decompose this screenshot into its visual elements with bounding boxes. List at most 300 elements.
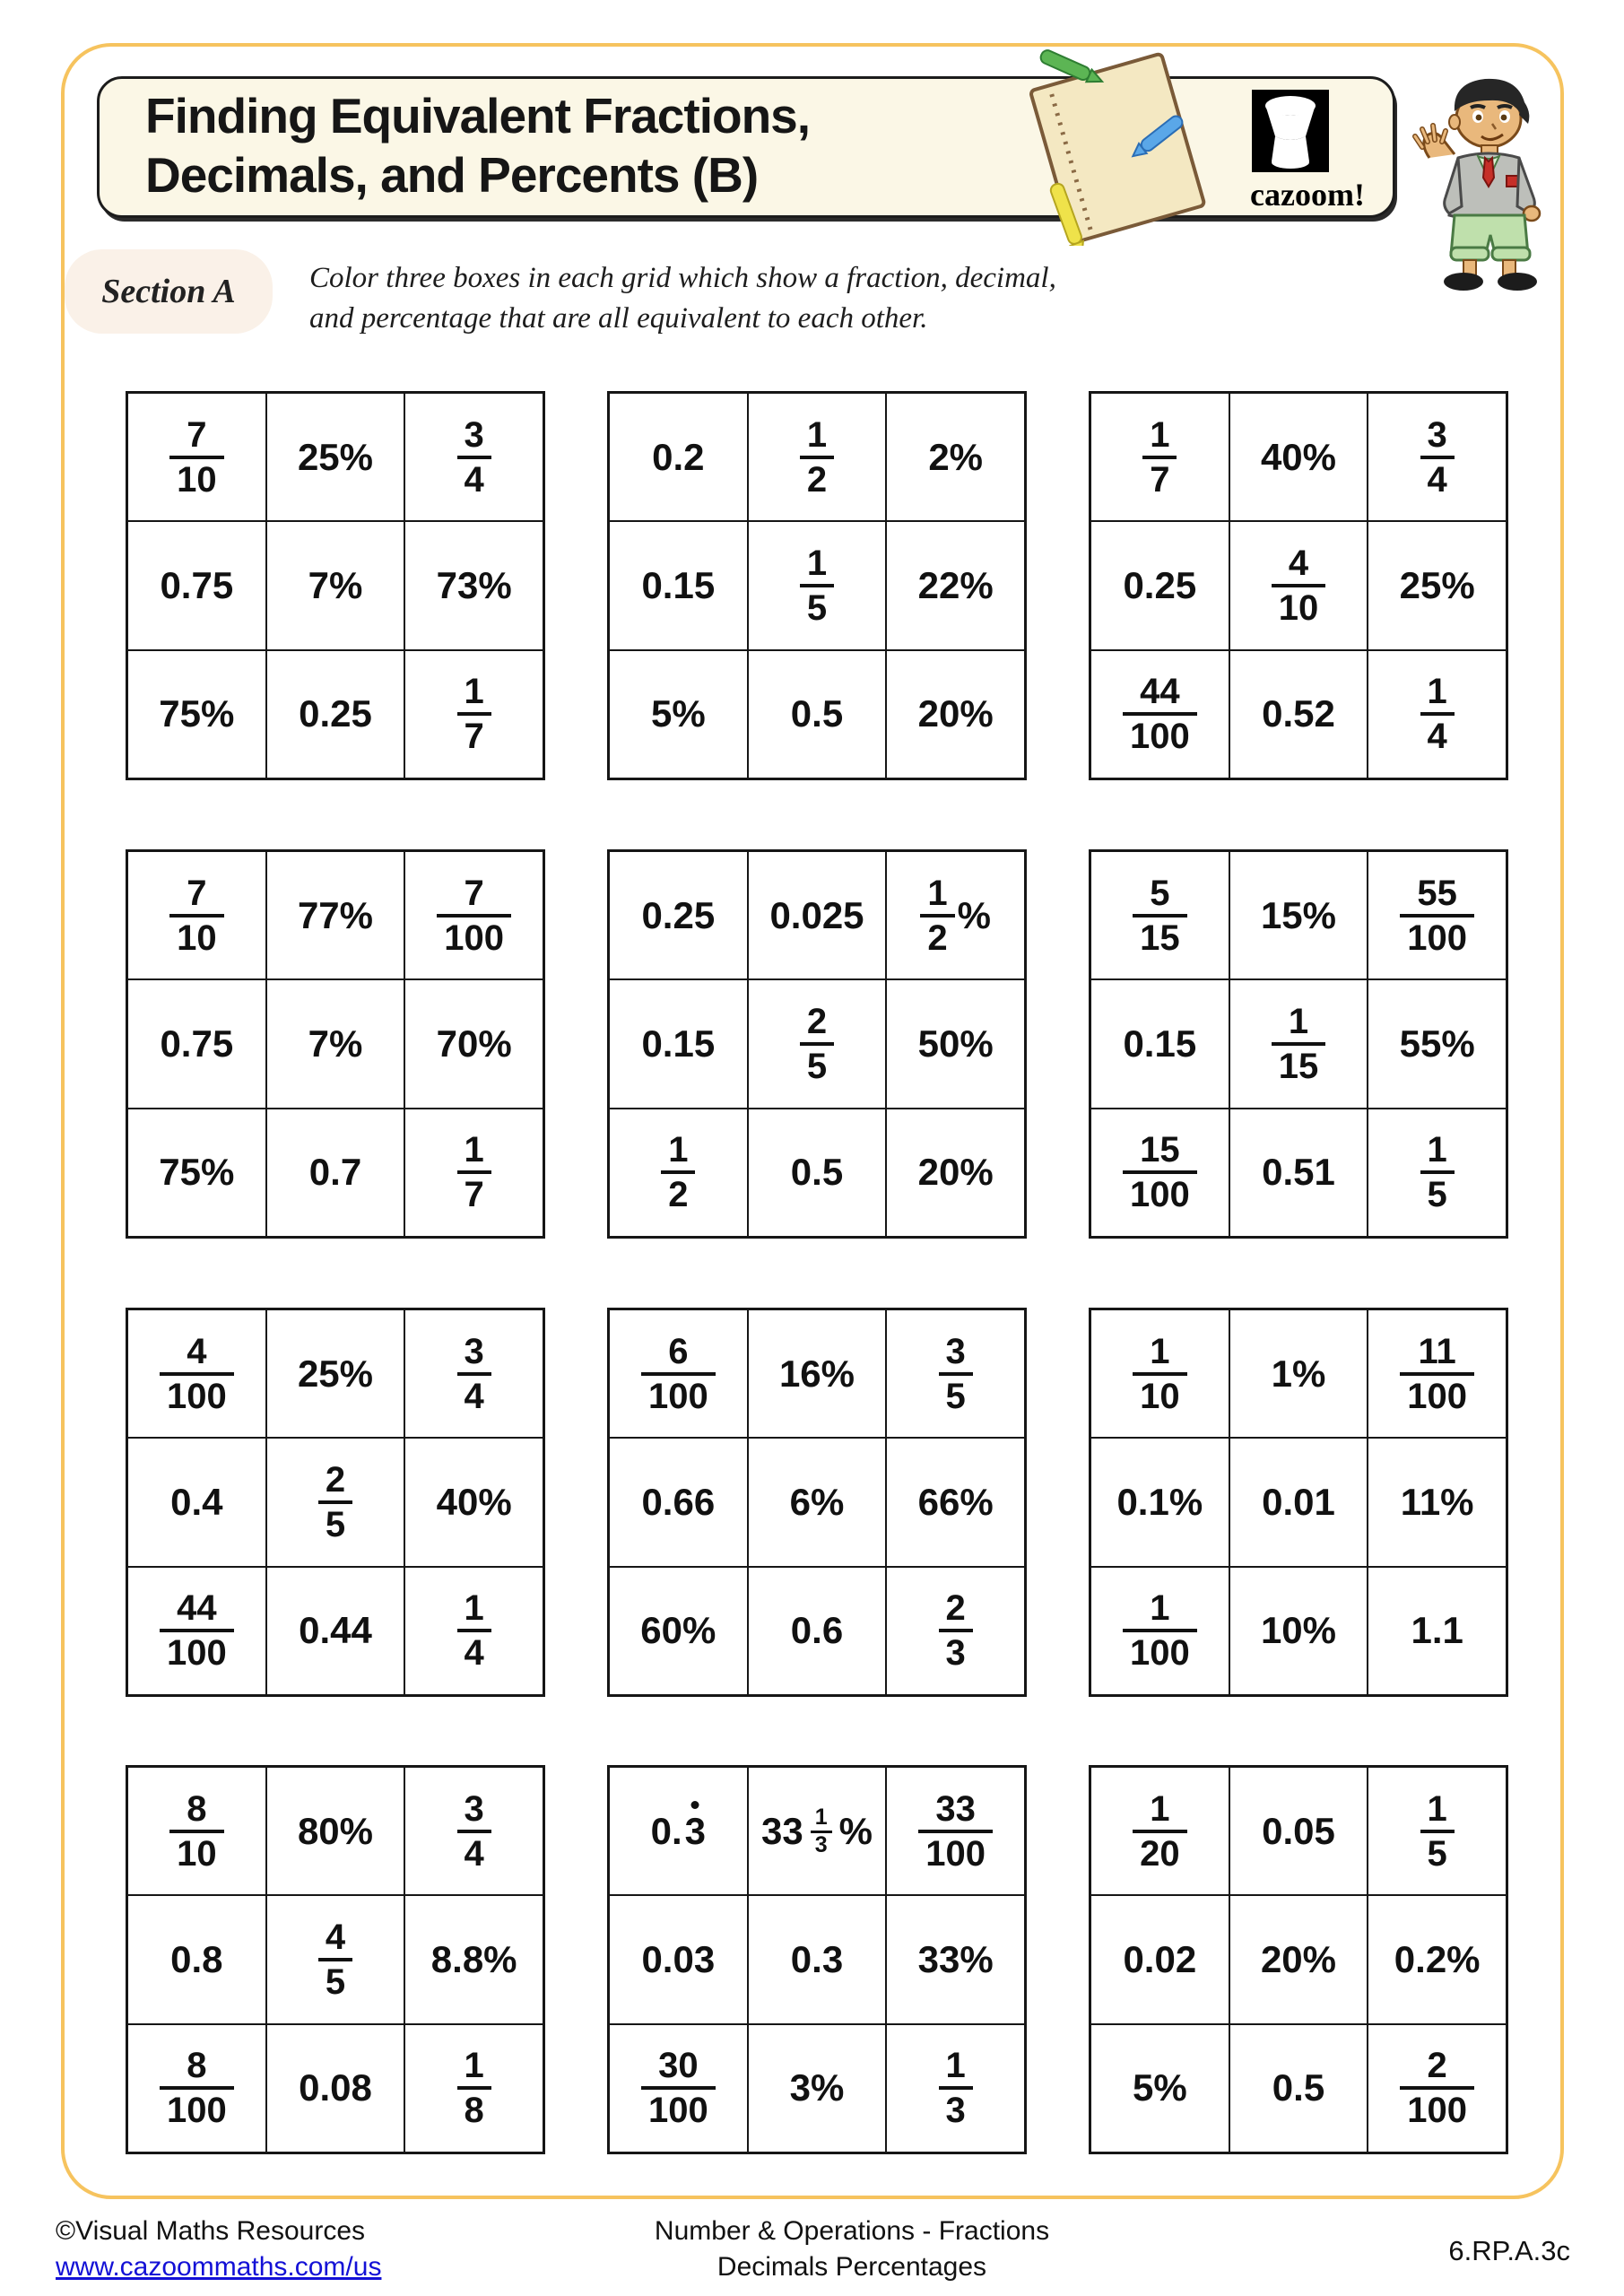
cell-fraction	[160, 1589, 234, 1672]
cell-value: 0.44	[299, 1609, 372, 1652]
fraction-numerator: 1	[806, 543, 828, 583]
grid-cell[interactable]	[1368, 1767, 1507, 1895]
grid-cell[interactable]	[404, 650, 543, 778]
grid-cell[interactable]	[1090, 851, 1229, 979]
cell-value: 70%	[436, 1022, 512, 1065]
instruction-line1: Color three boxes in each grid which show a fraction, decimal,	[309, 262, 1056, 294]
grid-cell[interactable]	[1090, 1567, 1229, 1695]
cell-fraction	[1133, 1790, 1187, 1873]
fraction-denominator: 100	[1123, 1629, 1197, 1672]
cell-fraction	[939, 1589, 973, 1672]
grid-cell[interactable]	[266, 2024, 405, 2152]
fraction-numerator: 55	[1417, 873, 1457, 913]
grid-cell[interactable]	[127, 650, 266, 778]
cell-fraction	[800, 544, 834, 627]
grid-cell[interactable]	[404, 1109, 543, 1237]
instruction-line2: and percentage that are all equivalent to each other.	[309, 302, 928, 335]
fraction-denominator: 4	[457, 456, 491, 499]
fraction-denominator: 100	[1400, 914, 1474, 957]
grid-cell[interactable]	[609, 979, 748, 1108]
cell-fraction	[939, 1333, 973, 1415]
grid-cell[interactable]	[609, 851, 748, 979]
grid-cell[interactable]	[1368, 2024, 1507, 2152]
fraction-denominator: 7	[457, 712, 491, 755]
grid-cell[interactable]	[886, 1567, 1025, 1695]
grid-cell[interactable]	[748, 393, 887, 521]
copyright-text: ©Visual Maths Resources	[56, 2216, 366, 2246]
cell-fraction	[1400, 1333, 1474, 1415]
grid-cell[interactable]	[748, 521, 887, 649]
footer-topic	[565, 2213, 1139, 2285]
grid-11	[607, 1765, 1027, 2154]
cell-value: 6%	[789, 1480, 845, 1523]
cell-value: 3%	[789, 2066, 845, 2109]
fraction-numerator: 30	[658, 2046, 699, 2086]
cell-value: 60%	[640, 1609, 716, 1652]
fraction-numerator: 2	[945, 1588, 966, 1629]
topic-line2: Decimals Percentages	[716, 2252, 987, 2282]
grid-cell[interactable]	[404, 1309, 543, 1438]
fraction-numerator: 8	[187, 2046, 207, 2086]
cell-fraction	[457, 1333, 491, 1415]
cell-fraction	[1123, 673, 1197, 755]
grid-cell[interactable]	[127, 1309, 266, 1438]
cell-value: 50%	[917, 1022, 994, 1065]
grid-cell[interactable]	[1368, 521, 1507, 649]
grid-cell[interactable]	[1229, 1438, 1368, 1566]
grid-cell[interactable]	[266, 851, 405, 979]
cell-fraction	[1272, 1003, 1326, 1085]
cell-fraction	[641, 1333, 716, 1415]
cell-fraction	[918, 1790, 993, 1873]
fraction-numerator: 1	[668, 1130, 689, 1170]
fraction-numerator: 1	[945, 2046, 966, 2086]
cell-fraction	[1123, 1589, 1197, 1672]
grid-cell[interactable]	[1229, 851, 1368, 979]
fraction-denominator: 3	[939, 2086, 973, 2129]
cell-value: 0.15	[641, 1022, 716, 1065]
cell-value: 8.8%	[430, 1937, 517, 1980]
section-label-pill	[65, 249, 273, 334]
fraction-denominator: 10	[1133, 1372, 1187, 1415]
grid-cell[interactable]	[127, 393, 266, 521]
cell-value: 0.4	[170, 1480, 223, 1523]
cell-fraction	[318, 1918, 352, 2001]
grid-cell[interactable]	[748, 851, 887, 979]
grid-cell[interactable]	[886, 393, 1025, 521]
grid-cell[interactable]	[266, 1309, 405, 1438]
grid-cell[interactable]	[609, 1767, 748, 1895]
cell-value: 0.2	[652, 435, 705, 478]
grid-cell[interactable]	[748, 650, 887, 778]
fraction-numerator: 3	[464, 1788, 484, 1829]
grid-cell[interactable]	[127, 1767, 266, 1895]
cell-value: 25%	[297, 1352, 374, 1395]
fraction-denominator: 5	[800, 1042, 834, 1085]
grid-cell[interactable]	[1090, 1767, 1229, 1895]
cell-fraction	[457, 416, 491, 499]
fraction-numerator: 1	[464, 2046, 484, 2086]
grid-cell[interactable]	[266, 1895, 405, 2023]
grid-cell[interactable]	[127, 979, 266, 1108]
grid-cell[interactable]	[748, 1109, 887, 1237]
cell-value: 0.08	[299, 2066, 372, 2109]
grid-cell[interactable]	[1229, 979, 1368, 1108]
grid-cell[interactable]	[127, 851, 266, 979]
fraction-numerator: 3	[464, 1331, 484, 1371]
grid-cell[interactable]	[609, 1438, 748, 1566]
grid-cell[interactable]	[886, 1109, 1025, 1237]
cell-value: 15%	[1260, 893, 1337, 936]
grid-cell[interactable]	[1368, 851, 1507, 979]
cell-value: 0.5	[790, 1151, 844, 1194]
grid-cell[interactable]	[1229, 1767, 1368, 1895]
fraction-denominator: 3	[939, 1629, 973, 1672]
cell-value: 40%	[1260, 435, 1337, 478]
grid-cell[interactable]	[748, 1438, 887, 1566]
cell-fraction	[437, 874, 511, 957]
fraction-denominator: 5	[1420, 1170, 1455, 1213]
cell-value: 0.05	[1262, 1809, 1335, 1852]
grid-cell[interactable]	[1090, 2024, 1229, 2152]
grid-cell[interactable]	[1229, 1567, 1368, 1695]
grid-cell[interactable]	[609, 1109, 748, 1237]
fraction-numerator: 1	[1427, 672, 1447, 712]
cell-value: 75%	[159, 1151, 235, 1194]
grid-cell[interactable]	[748, 1767, 887, 1895]
fraction-numerator: 7	[464, 873, 484, 913]
grid-cell[interactable]	[748, 2024, 887, 2152]
fraction-denominator: 7	[457, 1170, 491, 1213]
standard-code: 6.RP.A.3c	[1448, 2235, 1570, 2266]
cell-fraction	[939, 2047, 973, 2129]
cell-value: 0.15	[641, 563, 716, 606]
grid-cell[interactable]	[1368, 1309, 1507, 1438]
grid-cell[interactable]	[1368, 1567, 1507, 1695]
grid-cell[interactable]	[609, 650, 748, 778]
grid-cell[interactable]	[1368, 1895, 1507, 2023]
cell-fraction	[661, 1131, 695, 1213]
grid-9	[1089, 1308, 1508, 1697]
fraction-denominator: 10	[1272, 584, 1326, 627]
fraction-numerator: 1	[1288, 1001, 1309, 1041]
cell-value: 0.3	[790, 1937, 844, 1980]
grid-cell[interactable]	[1090, 1309, 1229, 1438]
grid-cell[interactable]	[404, 979, 543, 1108]
grid-cell[interactable]	[886, 650, 1025, 778]
grid-cell[interactable]	[748, 1567, 887, 1695]
fraction-numerator: 2	[806, 1001, 828, 1041]
fraction-denominator: 5	[800, 584, 834, 627]
grid-5	[607, 849, 1027, 1239]
cell-fraction	[457, 2047, 491, 2129]
page-title-line1: Finding Equivalent Fractions,	[145, 88, 811, 144]
grid-cell[interactable]	[266, 1567, 405, 1695]
grid-cell[interactable]	[127, 1567, 266, 1695]
cell-value: 25%	[1399, 563, 1475, 606]
cell-value: 0.02	[1123, 1937, 1197, 1980]
cell-value: 0.01	[1262, 1480, 1335, 1523]
cell-value: 0.51	[1262, 1151, 1335, 1194]
fraction-numerator: 1	[1150, 1588, 1170, 1629]
fraction-denominator: 4	[1420, 456, 1455, 499]
cazoom-logo-text: cazoom!	[1250, 177, 1365, 213]
fraction-denominator: 100	[641, 1372, 716, 1415]
fraction-numerator: 4	[325, 1917, 346, 1957]
grid-3	[1089, 391, 1508, 780]
fraction-numerator: 5	[1150, 873, 1170, 913]
fraction-denominator: 100	[1400, 1372, 1474, 1415]
fraction-numerator: 4	[1288, 543, 1309, 583]
grid-cell[interactable]	[1090, 650, 1229, 778]
fraction-denominator: 8	[457, 2086, 491, 2129]
grid-cell[interactable]	[886, 2024, 1025, 2152]
grid-cell[interactable]	[404, 521, 543, 649]
cell-fraction	[1133, 874, 1187, 957]
footer-credits	[56, 2213, 381, 2285]
fraction-denominator: 100	[160, 1372, 234, 1415]
grid-cell[interactable]	[1090, 521, 1229, 649]
grid-cell[interactable]	[886, 1438, 1025, 1566]
grid-cell[interactable]	[404, 2024, 543, 2152]
grid-cell[interactable]	[266, 393, 405, 521]
fraction-numerator: 1	[927, 873, 948, 913]
cell-fraction	[1400, 874, 1474, 957]
fraction-denominator: 10	[169, 456, 224, 499]
fraction-denominator: 4	[457, 1629, 491, 1672]
fraction-numerator: 1	[806, 414, 828, 455]
grid-4	[126, 849, 545, 1239]
grid-cell[interactable]	[609, 1895, 748, 2023]
grid-8	[607, 1308, 1027, 1697]
cell-value: 0.66	[641, 1480, 716, 1523]
grid-cell[interactable]	[886, 1895, 1025, 2023]
notebook-crayons-icon	[1012, 47, 1230, 246]
cell-value: 20%	[917, 1151, 994, 1194]
grid-cell[interactable]	[886, 521, 1025, 649]
section-instruction	[309, 258, 1056, 339]
cell-fraction	[1420, 1790, 1455, 1873]
grid-cell[interactable]	[404, 1895, 543, 2023]
fraction-denominator: 100	[160, 2086, 234, 2129]
cell-fraction	[1400, 2047, 1474, 2129]
fraction-denominator: 100	[641, 2086, 716, 2129]
cell-fraction	[1142, 416, 1177, 499]
cell-fraction	[169, 416, 224, 499]
fraction-denominator: 100	[437, 914, 511, 957]
cell-value: 20%	[917, 692, 994, 735]
fraction-numerator: 33	[935, 1788, 976, 1829]
cell-value: 0.8	[170, 1937, 223, 1980]
cell-fraction	[810, 1806, 833, 1857]
cell-value: 0.25	[641, 893, 716, 936]
fraction-numerator: 1	[814, 1804, 828, 1830]
grid-cell[interactable]	[1090, 1109, 1229, 1237]
cell-value: 25%	[297, 435, 374, 478]
grid-cell[interactable]	[404, 1438, 543, 1566]
grid-cell[interactable]	[1229, 2024, 1368, 2152]
fraction-denominator: 20	[1133, 1830, 1187, 1873]
grid-cell[interactable]	[266, 1767, 405, 1895]
cell-value: 5%	[650, 692, 706, 735]
grid-cell[interactable]	[1229, 1109, 1368, 1237]
grid-cell[interactable]	[609, 521, 748, 649]
cell-value: 33	[761, 1809, 803, 1852]
fraction-numerator: 1	[464, 1130, 484, 1170]
fraction-numerator: 1	[1150, 1331, 1170, 1371]
cell-value: 0.15	[1123, 1022, 1197, 1065]
grid-cell[interactable]	[1368, 1109, 1507, 1237]
fraction-numerator: 2	[325, 1459, 346, 1500]
grid-cell[interactable]	[266, 979, 405, 1108]
cell-value: 0.7	[308, 1151, 362, 1194]
cell-fraction	[169, 1790, 224, 1873]
grid-cell[interactable]	[1090, 1438, 1229, 1566]
cell-value: 1%	[1271, 1352, 1326, 1395]
fraction-denominator: 100	[160, 1629, 234, 1672]
grid-cell[interactable]	[404, 1567, 543, 1695]
grid-cell[interactable]	[404, 851, 543, 979]
grid-cell[interactable]	[1229, 650, 1368, 778]
cazoom-link[interactable]: www.cazoommaths.com/us	[56, 2252, 382, 2282]
grid-cell[interactable]	[609, 393, 748, 521]
cell-value: 1.1	[1411, 1609, 1463, 1652]
cell-value: 11%	[1400, 1480, 1474, 1523]
cell-value: 0.5	[790, 692, 844, 735]
cell-value: 20%	[1260, 1937, 1337, 1980]
grid-cell[interactable]	[1368, 979, 1507, 1108]
fraction-denominator: 2	[661, 1170, 695, 1213]
grid-cell[interactable]	[266, 1438, 405, 1566]
cell-value: 7%	[308, 1022, 363, 1065]
grid-cell[interactable]	[127, 1895, 266, 2023]
cell-value: 75%	[159, 692, 235, 735]
fraction-denominator: 10	[169, 1830, 224, 1873]
fraction-denominator: 4	[457, 1372, 491, 1415]
cell-fraction	[457, 673, 491, 755]
grid-cell[interactable]	[127, 1438, 266, 1566]
fraction-numerator: 1	[1427, 1130, 1447, 1170]
fraction-numerator: 1	[1150, 1788, 1170, 1829]
grid-cell[interactable]	[1229, 1309, 1368, 1438]
fraction-numerator: 8	[187, 1788, 207, 1829]
grid-cell[interactable]	[127, 1109, 266, 1237]
grid-cell[interactable]	[886, 1309, 1025, 1438]
grid-10	[126, 1765, 545, 2154]
grid-cell[interactable]	[266, 521, 405, 649]
fraction-denominator: 10	[169, 914, 224, 957]
cell-value: 0.5	[1272, 2066, 1325, 2109]
grid-cell[interactable]	[609, 1309, 748, 1438]
cell-value: 80%	[297, 1809, 374, 1852]
cell-fraction	[457, 1790, 491, 1873]
fraction-numerator: 1	[1150, 414, 1170, 455]
grid-cell[interactable]	[266, 1109, 405, 1237]
topic-line1: Number & Operations - Fractions	[654, 2216, 1050, 2246]
cell-value: 22%	[917, 563, 994, 606]
fraction-numerator: 7	[187, 873, 207, 913]
grid-cell[interactable]	[1229, 521, 1368, 649]
fraction-denominator: 3	[811, 1831, 832, 1857]
student-mascot-illustration	[1395, 72, 1568, 294]
cell-value: 0.03	[641, 1937, 716, 1980]
grid-cell[interactable]	[1090, 393, 1229, 521]
grid-cell[interactable]	[1090, 1895, 1229, 2023]
fraction-numerator: 44	[1140, 672, 1180, 712]
fraction-numerator: 3	[1427, 414, 1447, 455]
cell-value: 40%	[436, 1480, 512, 1523]
fraction-numerator: 2	[1427, 2046, 1447, 2086]
cell-value: 0.25	[1123, 563, 1197, 606]
grid-cell[interactable]	[886, 851, 1025, 979]
grid-cell[interactable]	[1229, 1895, 1368, 2023]
grid-cell[interactable]	[748, 1309, 887, 1438]
cell-fraction	[1133, 1333, 1187, 1415]
cell-value: 33%	[917, 1937, 994, 1980]
cell-value: 0.1%	[1116, 1480, 1203, 1523]
grid-cell[interactable]	[748, 979, 887, 1108]
cell-value: 0.	[650, 1809, 682, 1852]
fraction-denominator: 5	[318, 1958, 352, 2001]
cell-fraction	[457, 1589, 491, 1672]
fraction-denominator: 15	[1272, 1042, 1326, 1085]
cell-fraction	[160, 2047, 234, 2129]
grid-cell[interactable]	[266, 650, 405, 778]
cell-value: 2%	[928, 435, 984, 478]
fraction-denominator: 2	[800, 456, 834, 499]
cell-value: 66%	[917, 1480, 994, 1523]
fraction-denominator: 15	[1133, 914, 1187, 957]
cell-suffix: %	[957, 893, 991, 936]
grid-cell[interactable]	[127, 521, 266, 649]
grid-cell[interactable]	[1368, 1438, 1507, 1566]
grid-cell[interactable]	[1229, 393, 1368, 521]
grid-cell[interactable]	[404, 393, 543, 521]
cell-value: 7%	[308, 563, 363, 606]
grid-cell[interactable]	[404, 1767, 543, 1895]
cell-fraction	[457, 1131, 491, 1213]
grid-cell[interactable]	[748, 1895, 887, 2023]
fraction-denominator: 100	[1123, 712, 1197, 755]
grid-cell[interactable]	[609, 1567, 748, 1695]
cell-value: 77%	[297, 893, 374, 936]
cell-value: 0.75	[160, 563, 234, 606]
fraction-numerator: 3	[945, 1331, 966, 1371]
fraction-denominator: 100	[1123, 1170, 1197, 1213]
grid-cell[interactable]	[886, 979, 1025, 1108]
grid-cell[interactable]	[1368, 393, 1507, 521]
grid-cell[interactable]	[127, 2024, 266, 2152]
cell-fraction	[169, 874, 224, 957]
cell-fraction	[1420, 1131, 1455, 1213]
cell-fraction	[641, 2047, 716, 2129]
grid-cell[interactable]	[1368, 650, 1507, 778]
cell-fraction	[920, 874, 954, 957]
grid-cell[interactable]	[1090, 979, 1229, 1108]
fraction-denominator: 5	[939, 1372, 973, 1415]
fraction-denominator: 100	[1400, 2086, 1474, 2129]
cell-fraction	[1123, 1131, 1197, 1213]
grid-cell[interactable]	[609, 2024, 748, 2152]
fraction-numerator: 44	[177, 1588, 217, 1629]
grid-1	[126, 391, 545, 780]
grid-7	[126, 1308, 545, 1697]
cell-suffix: %	[838, 1809, 873, 1852]
grid-cell[interactable]	[886, 1767, 1025, 1895]
cell-value: 0.25	[299, 692, 372, 735]
page-title	[145, 86, 810, 204]
cazoom-logo-icon	[1252, 90, 1329, 172]
